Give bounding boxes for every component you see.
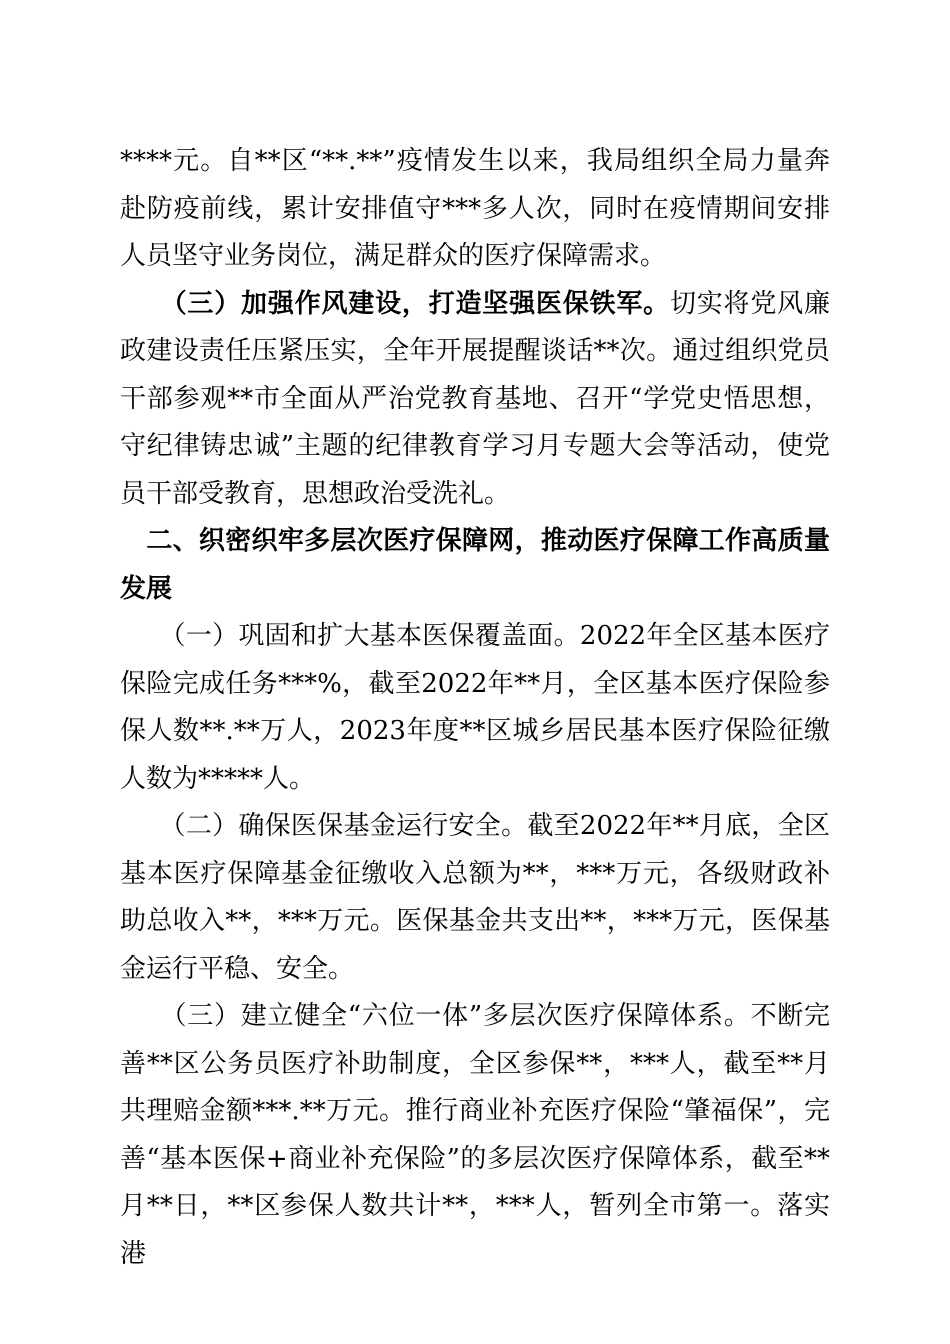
paragraph-lead: （三）建立健全“六位一体”多层次医疗保障体系。	[173, 1001, 751, 1031]
document-body	[120, 138, 830, 1278]
paragraph-epidemic-duty: ****元。自**区“**.**”疫情发生以来，我局组织全局力量奔赴防疫前线，累计安排值守***多人次，同时在疫情期间安排人员坚守业务岗位，满足群众的医疗保障需求。	[120, 146, 830, 271]
paragraph-lead: （三）加强作风建设，打造坚强医保铁军。	[173, 288, 670, 319]
paragraph-fund-safety	[120, 803, 830, 993]
paragraph-body: 切实将党风廉政建设责任压紧压实，全年开展提醒谈话**次。通过组织党员干部参观**市全面从严治党教育基地、召开“学党史悟思想，守纪律铸忠诚”主题的纪律教育学习月专题大会等活动，使党员干部受教育，思想政治受洗礼。	[120, 288, 830, 509]
paragraph-lead: （二）确保医保基金运行安全。	[172, 811, 528, 841]
paragraph-body: 不断完善**区公务员医疗补助制度，全区参保**，***人，截至**月共理赔金额***.**万元。推行商业补充医疗保险“肇福保”，完善“基本医保+商业补充保险”的多层次医疗保障体系，截至**月**日，**区参保人数共计**，***人，暂列全市第一。落实港	[120, 1001, 830, 1269]
paragraph-work-style	[120, 281, 830, 519]
paragraph-multilevel-system	[120, 993, 830, 1278]
paragraph-body: 截至2022年**月底，全区基本医疗保障基金征缴收入总额为**，***万元，各级财政补助总收入**，***万元。医保基金共支出**，***万元，医保基金运行平稳、安全。	[120, 811, 830, 984]
paragraph-coverage	[120, 613, 830, 803]
paragraph-body: 2022年全区基本医疗保险完成任务***%，截至2022年**月，全区基本医疗保险参保人数**.**万人，2023年度**区城乡居民基本医疗保险征缴人数为*****人。	[120, 621, 830, 794]
section-heading	[120, 518, 830, 613]
paragraph-lead: （一）巩固和扩大基本医保覆盖面。	[172, 621, 580, 651]
section-heading-text: 二、织密织牢多层次医疗保障网，推动医疗保障工作高质量发展	[120, 526, 830, 604]
